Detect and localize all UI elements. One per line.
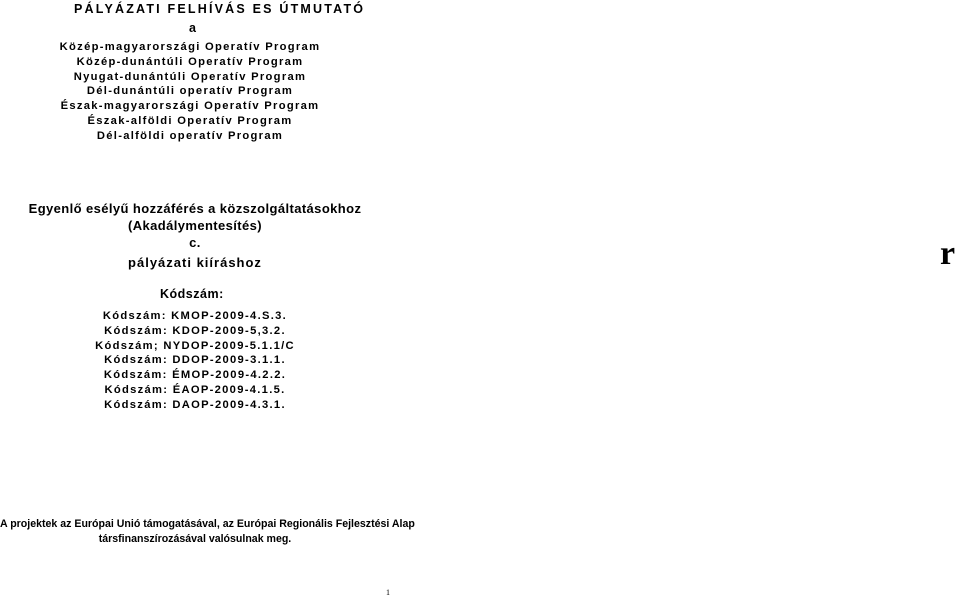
subtitle-block [0, 200, 390, 271]
program-item: Közép-magyarországi Operatív Program [59, 41, 321, 53]
page-number: 1 [386, 588, 390, 597]
program-item: Észak-alföldi Operatív Program [87, 114, 293, 127]
program-item: Észak-magyarországi Operatív Program [60, 100, 320, 113]
side-mark: r [940, 235, 956, 272]
program-list [40, 40, 340, 144]
codes-heading: Kódszám: [160, 287, 224, 301]
code-item: Kódszám: ÉAOP-2009-4.1.5. [104, 383, 286, 396]
program-item: Dél-alföldi operatív Program [96, 129, 284, 142]
code-item: Kódszám: DDOP-2009-3.1.1. [104, 354, 286, 367]
connector-text: a [189, 21, 196, 35]
code-item: Kódszám: DAOP-2009-4.3.1. [104, 398, 286, 411]
code-item: Kódszám: ÉMOP-2009-4.2.2. [103, 369, 287, 382]
program-item: Dél-dunántúli operatív Program [86, 85, 294, 98]
subtitle-line: pályázati kiíráshoz [128, 255, 262, 270]
code-item: Kódszám; NYDOP-2009-5.1.1/C [95, 339, 295, 352]
subtitle-line: Egyenlő esélyű hozzáférés a közszolgáltatásokhoz [28, 201, 362, 216]
document-title: PÁLYÁZATI FELHÍVÁS ES ÚTMUTATÓ [74, 2, 366, 16]
code-list [40, 309, 350, 413]
footer-line: társfinanszírozásával valósulnak meg. [98, 532, 292, 545]
program-item: Közép-dunántúli Operatív Program [76, 55, 304, 68]
subtitle-line: c. [189, 235, 201, 250]
code-item: Kódszám: KMOP-2009-4.S.3. [102, 310, 288, 322]
subtitle-line: (Akadálymentesítés) [127, 218, 263, 233]
footer-note [0, 517, 415, 546]
code-item: Kódszám: KDOP-2009-5,3.2. [104, 324, 286, 337]
footer-line: A projektek az Európai Unió támogatásával, az Európai Regionális Fejlesztési Alap [0, 518, 415, 530]
program-item: Nyugat-dunántúli Operatív Program [73, 70, 307, 83]
